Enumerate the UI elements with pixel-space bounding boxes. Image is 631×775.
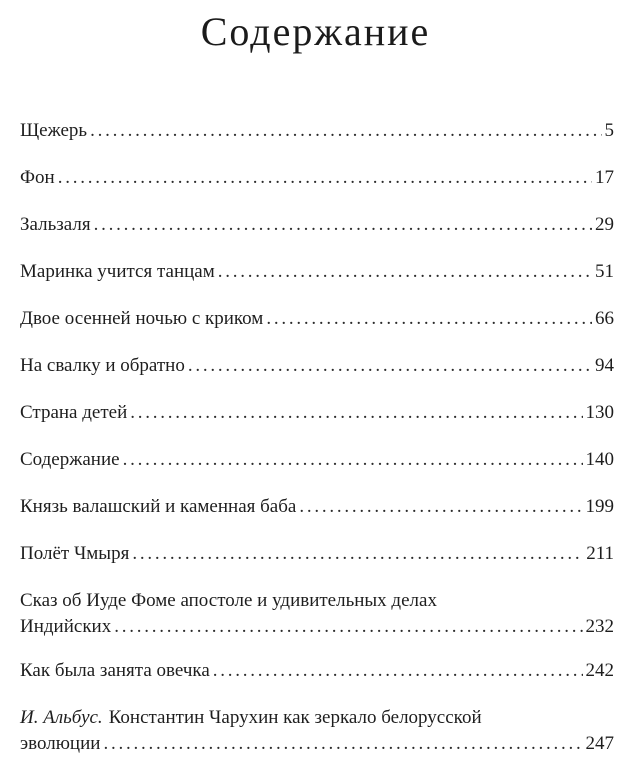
toc-entry bbox=[20, 118, 614, 144]
toc-entry-page: 51 bbox=[595, 261, 614, 282]
toc-entry-title: Содержание bbox=[20, 449, 120, 470]
toc-entry-title: Князь валашский и каменная баба bbox=[20, 496, 297, 517]
dot-leader bbox=[103, 731, 582, 757]
toc-entry-title: Щежерь bbox=[20, 120, 88, 141]
dot-leader bbox=[213, 658, 583, 684]
toc-entry bbox=[20, 306, 614, 332]
toc-entry-title: Константин Чарухин как зеркало белорусской bbox=[108, 707, 482, 728]
toc-entry-page: 66 bbox=[595, 308, 614, 329]
dot-leader bbox=[299, 494, 582, 520]
toc-entry-title-line2: Индийских bbox=[20, 616, 112, 637]
toc-entry bbox=[20, 400, 614, 426]
toc-entry-title: На свалку и обратно bbox=[20, 355, 185, 376]
toc-entry-page: 17 bbox=[595, 167, 614, 188]
dot-leader bbox=[94, 212, 592, 238]
toc-entry-page: 199 bbox=[585, 496, 614, 517]
table-of-contents bbox=[20, 118, 614, 775]
toc-entry bbox=[20, 353, 614, 379]
toc-entry bbox=[20, 541, 614, 567]
toc-entry-title: Зальзаля bbox=[20, 214, 91, 235]
dot-leader bbox=[188, 353, 592, 379]
toc-entry-page: 130 bbox=[585, 402, 614, 423]
dot-leader bbox=[90, 118, 601, 144]
dot-leader bbox=[58, 165, 592, 191]
toc-entry-page: 94 bbox=[595, 355, 614, 376]
toc-entry bbox=[20, 259, 614, 285]
toc-entry bbox=[20, 494, 614, 520]
toc-entry-title: Страна детей bbox=[20, 402, 128, 423]
toc-entry-page: 242 bbox=[585, 660, 614, 681]
toc-entry-page: 232 bbox=[585, 616, 614, 637]
toc-entry bbox=[20, 588, 614, 640]
toc-entry-page: 5 bbox=[604, 120, 614, 141]
toc-entry bbox=[20, 705, 614, 757]
toc-entry-title: Как была занята овечка bbox=[20, 660, 210, 681]
toc-entry-page: 247 bbox=[585, 733, 614, 754]
dot-leader bbox=[266, 306, 592, 332]
toc-entry-title: Маринка учится танцам bbox=[20, 261, 215, 282]
toc-entry-page: 211 bbox=[586, 543, 614, 564]
page-title: Содержание bbox=[200, 9, 431, 54]
toc-entry-title: Фон bbox=[20, 167, 55, 188]
toc-entry-page: 140 bbox=[585, 449, 614, 470]
toc-entry-title-line1: Сказ об Иуде Фоме апостоле и удивительных делах bbox=[20, 590, 437, 611]
toc-entry-title: Двое осенней ночью с криком bbox=[20, 308, 264, 329]
toc-entry-title-line2: эволюции bbox=[20, 733, 101, 754]
toc-entry-title-line1 bbox=[20, 705, 614, 731]
toc-entry-title: Полёт Чмыря bbox=[20, 543, 130, 564]
toc-entry bbox=[20, 165, 614, 191]
toc-entry bbox=[20, 658, 614, 684]
dot-leader bbox=[132, 541, 583, 567]
dot-leader bbox=[123, 447, 583, 473]
toc-entry-author: И. Альбус. bbox=[20, 707, 103, 728]
toc-entry bbox=[20, 447, 614, 473]
dot-leader bbox=[130, 400, 582, 426]
dot-leader bbox=[218, 259, 592, 285]
toc-entry-page: 29 bbox=[595, 214, 614, 235]
dot-leader bbox=[114, 614, 582, 640]
toc-entry bbox=[20, 212, 614, 238]
